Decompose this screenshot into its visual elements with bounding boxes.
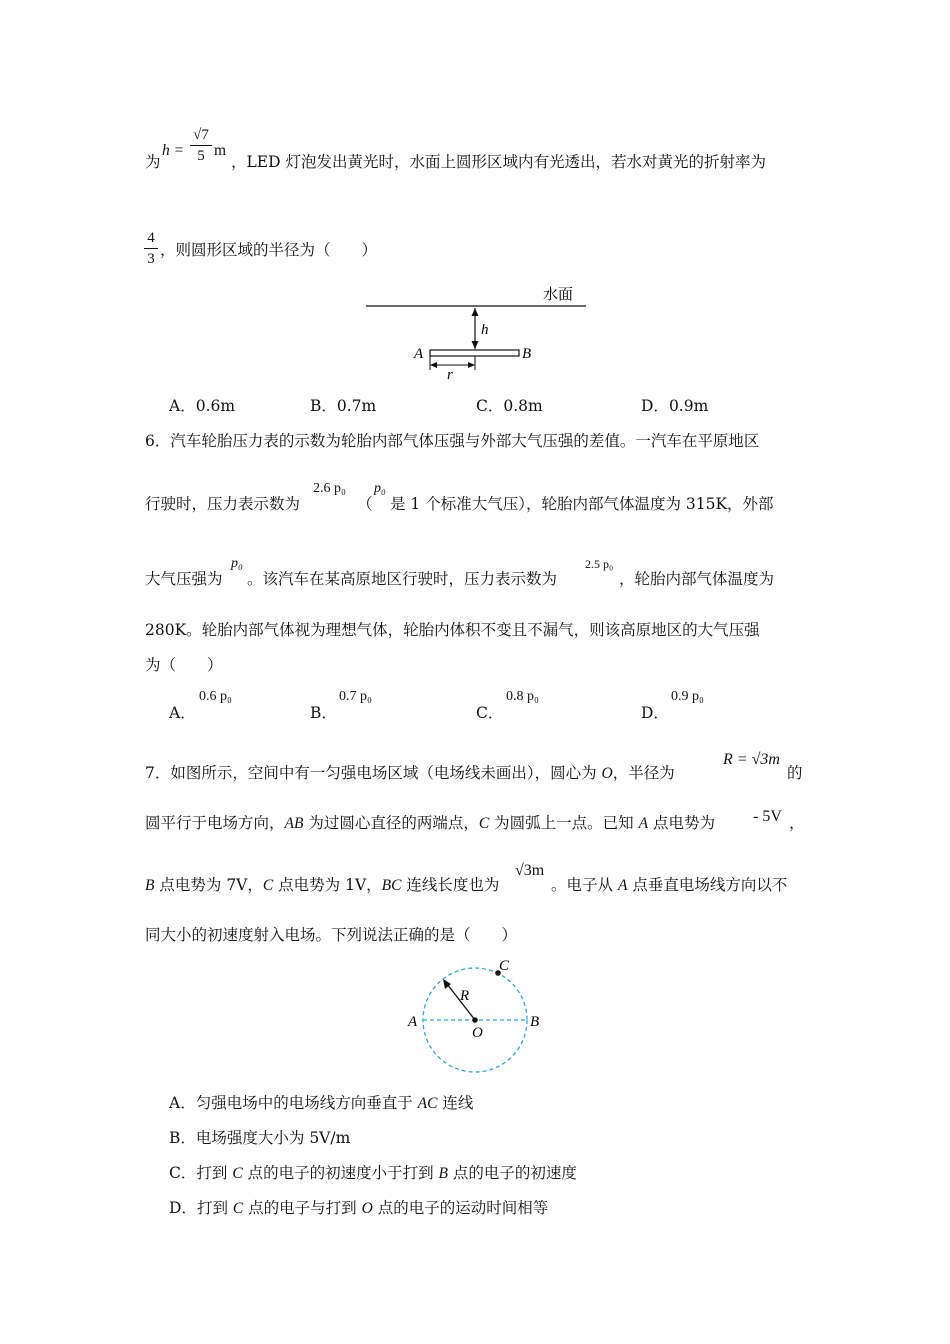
- q7-line1-a: 7．如图所示，空间中有一匀强电场区域（电场线未画出），圆心为: [145, 764, 602, 782]
- option-em: B: [438, 1165, 448, 1182]
- option-text: 点的电子的初速度小于打到: [242, 1164, 439, 1182]
- led-strip: [430, 350, 519, 356]
- q7-line1-c: 的: [787, 764, 803, 782]
- q5-refraction-fraction: [144, 229, 158, 268]
- q7-line3-d: 。电子从: [551, 876, 618, 894]
- option-letter: B．: [310, 704, 337, 722]
- q7-line3-b-letter: B: [145, 877, 155, 894]
- q7-line2-e: ，: [789, 814, 805, 832]
- option-text: 匀强电场中的电场线方向垂直于: [195, 1094, 418, 1112]
- a-label: A: [408, 1014, 418, 1030]
- q7-line1: [145, 763, 675, 784]
- q7-line3-b: 点电势为 1V，: [273, 876, 382, 894]
- q7-line2-a-letter: A: [638, 815, 649, 832]
- option-text: 0.6m: [195, 397, 236, 415]
- q5-h-denominator: 5: [197, 148, 205, 164]
- option-em: C: [232, 1200, 244, 1217]
- option-letter: A．: [169, 1094, 196, 1112]
- r-arrowhead-right: [468, 362, 475, 368]
- q7-line2-c: 为圆弧上一点。已知: [489, 814, 639, 832]
- h-label: h: [481, 322, 489, 338]
- q7-formula-radius: R = √3m: [723, 751, 780, 768]
- option-letter: D．: [641, 397, 669, 415]
- r-label: R: [460, 988, 470, 1004]
- a-label: A: [414, 346, 424, 362]
- q5-option-d[interactable]: [641, 396, 708, 416]
- option-value: 0.6 p₀: [199, 689, 232, 704]
- q6-line5: 为（ ）: [145, 656, 223, 674]
- q5-h-formula: h =: [162, 142, 185, 159]
- q7-option-c[interactable]: [169, 1163, 577, 1184]
- option-text: 点的电子与打到: [243, 1199, 362, 1217]
- option-em: O: [361, 1200, 373, 1217]
- option-text: 打到: [196, 1164, 233, 1182]
- fraction-bar: [144, 248, 158, 249]
- option-text: 0.8m: [503, 397, 543, 415]
- q5-line2-post: ，则圆形区域的半径为（ ）: [160, 241, 378, 259]
- q6-formula-p0: p₀: [374, 481, 386, 496]
- q6-line4: 280K。轮胎内部气体视为理想气体，轮胎内体积不变且不漏气，则该高原地区的大气压强: [145, 621, 760, 639]
- q7-line1-o: O: [601, 765, 613, 782]
- q5-h-unit: m: [214, 142, 227, 159]
- q5-option-b[interactable]: [310, 396, 376, 416]
- fraction-bar: [190, 145, 212, 146]
- option-value: 0.9 p₀: [671, 689, 704, 704]
- c-label: C: [499, 958, 510, 974]
- q5-line1-pre: 为: [145, 153, 161, 171]
- option-value: 0.7 p₀: [339, 689, 372, 704]
- q7-figure: [402, 952, 552, 1080]
- option-text: 点的电子的运动时间相等: [372, 1199, 549, 1217]
- b-label: B: [530, 1014, 540, 1030]
- q6-line2-a: 行驶时，压力表示数为: [145, 495, 301, 513]
- q5-option-c[interactable]: [476, 396, 543, 416]
- q7-line3-a-letter: A: [617, 877, 628, 894]
- option-text: 0.9m: [668, 397, 709, 415]
- option-text: 点的电子的初速度: [447, 1164, 577, 1182]
- option-letter: A．: [169, 397, 196, 415]
- q6-line3-c: ，轮胎内部气体温度为: [619, 570, 775, 588]
- q7-line1-b: ，半径为: [612, 764, 675, 782]
- q7-line2-d: 点电势为: [648, 814, 715, 832]
- q5-h-numerator: √7: [193, 127, 209, 143]
- q6-line2-b: （: [357, 495, 373, 513]
- q5-figure: [360, 280, 592, 382]
- option-letter: C．: [476, 397, 504, 415]
- option-letter: D．: [169, 1199, 197, 1217]
- q5-frac-denominator: 3: [147, 251, 155, 267]
- q5-line1-post: ，LED 灯泡发出黄光时，水面上圆形区域内有光透出，若水对黄光的折射率为: [231, 153, 766, 171]
- q7-line2-a: 圆平行于电场方向，: [145, 814, 285, 832]
- q7-line3-a: 点电势为 7V，: [154, 876, 263, 894]
- q6-line2-c: 是 1 个标准大气压），轮胎内部气体温度为 315K，外部: [390, 495, 774, 513]
- option-letter: B．: [169, 1129, 196, 1147]
- q6-formula-p0-b: p₀: [231, 556, 243, 571]
- h-arrowhead-bottom: [472, 341, 479, 349]
- q5-frac-numerator: 4: [147, 230, 155, 246]
- q7-line2-c-letter: C: [478, 815, 490, 832]
- option-letter: D．: [641, 704, 669, 722]
- q6-line3-a: 大气压强为: [145, 570, 223, 588]
- q6-formula-2-5p0: 2.5 p₀: [585, 557, 614, 571]
- q7-line3-tail: [551, 875, 787, 896]
- q7-formula-minus5v: - 5V: [753, 808, 782, 825]
- q6-line1: 6．汽车轮胎压力表的示数为轮胎内部气体压强与外部大气压强的差值。一汽车在平原地区: [145, 432, 760, 450]
- q7-option-b[interactable]: [169, 1128, 350, 1148]
- q7-option-a[interactable]: [169, 1093, 473, 1114]
- q7-line3: [145, 875, 499, 896]
- q7-line3-c-letter: C: [262, 877, 274, 894]
- q7-line2-b: 为过圆心直径的两端点，: [303, 814, 479, 832]
- q7-line3-c: 连线长度也为: [401, 876, 500, 894]
- q7-option-d[interactable]: [169, 1198, 548, 1219]
- option-value: 0.8 p₀: [506, 689, 539, 704]
- center-point-o: [472, 1017, 478, 1023]
- q7-line3-e: 点垂直电场线方向以不: [627, 876, 788, 894]
- option-text: 电场强度大小为 5V/m: [195, 1129, 351, 1147]
- o-label: O: [472, 1025, 483, 1041]
- q7-line2: [145, 813, 715, 834]
- r-arrowhead-left: [430, 362, 437, 368]
- option-em: AC: [417, 1095, 438, 1112]
- q5-h-fraction: [190, 126, 212, 165]
- q7-line4: 同大小的初速度射入电场。下列说法正确的是（ ）: [145, 926, 518, 944]
- option-letter: B．: [310, 397, 337, 415]
- option-em: C: [232, 1165, 243, 1182]
- option-text: 打到: [196, 1199, 233, 1217]
- water-label: 水面: [543, 287, 574, 303]
- q5-option-a[interactable]: [169, 396, 235, 416]
- option-text: 连线: [437, 1094, 474, 1112]
- option-text: 0.7m: [336, 397, 377, 415]
- r-label: r: [447, 367, 453, 382]
- option-letter: C．: [169, 1164, 197, 1182]
- h-arrowhead-top: [472, 308, 479, 316]
- q7-line3-bc: BC: [381, 877, 402, 894]
- q7-line2-ab: AB: [284, 815, 304, 832]
- q6-line3-b: 。该汽车在某高原地区行驶时，压力表示数为: [247, 570, 558, 588]
- option-letter: A．: [169, 704, 196, 722]
- q6-formula-2-6p0: 2.6 p₀: [313, 481, 346, 496]
- b-label: B: [522, 346, 532, 362]
- q7-formula-sqrt3m: √3m: [515, 862, 545, 879]
- option-letter: C．: [476, 704, 504, 722]
